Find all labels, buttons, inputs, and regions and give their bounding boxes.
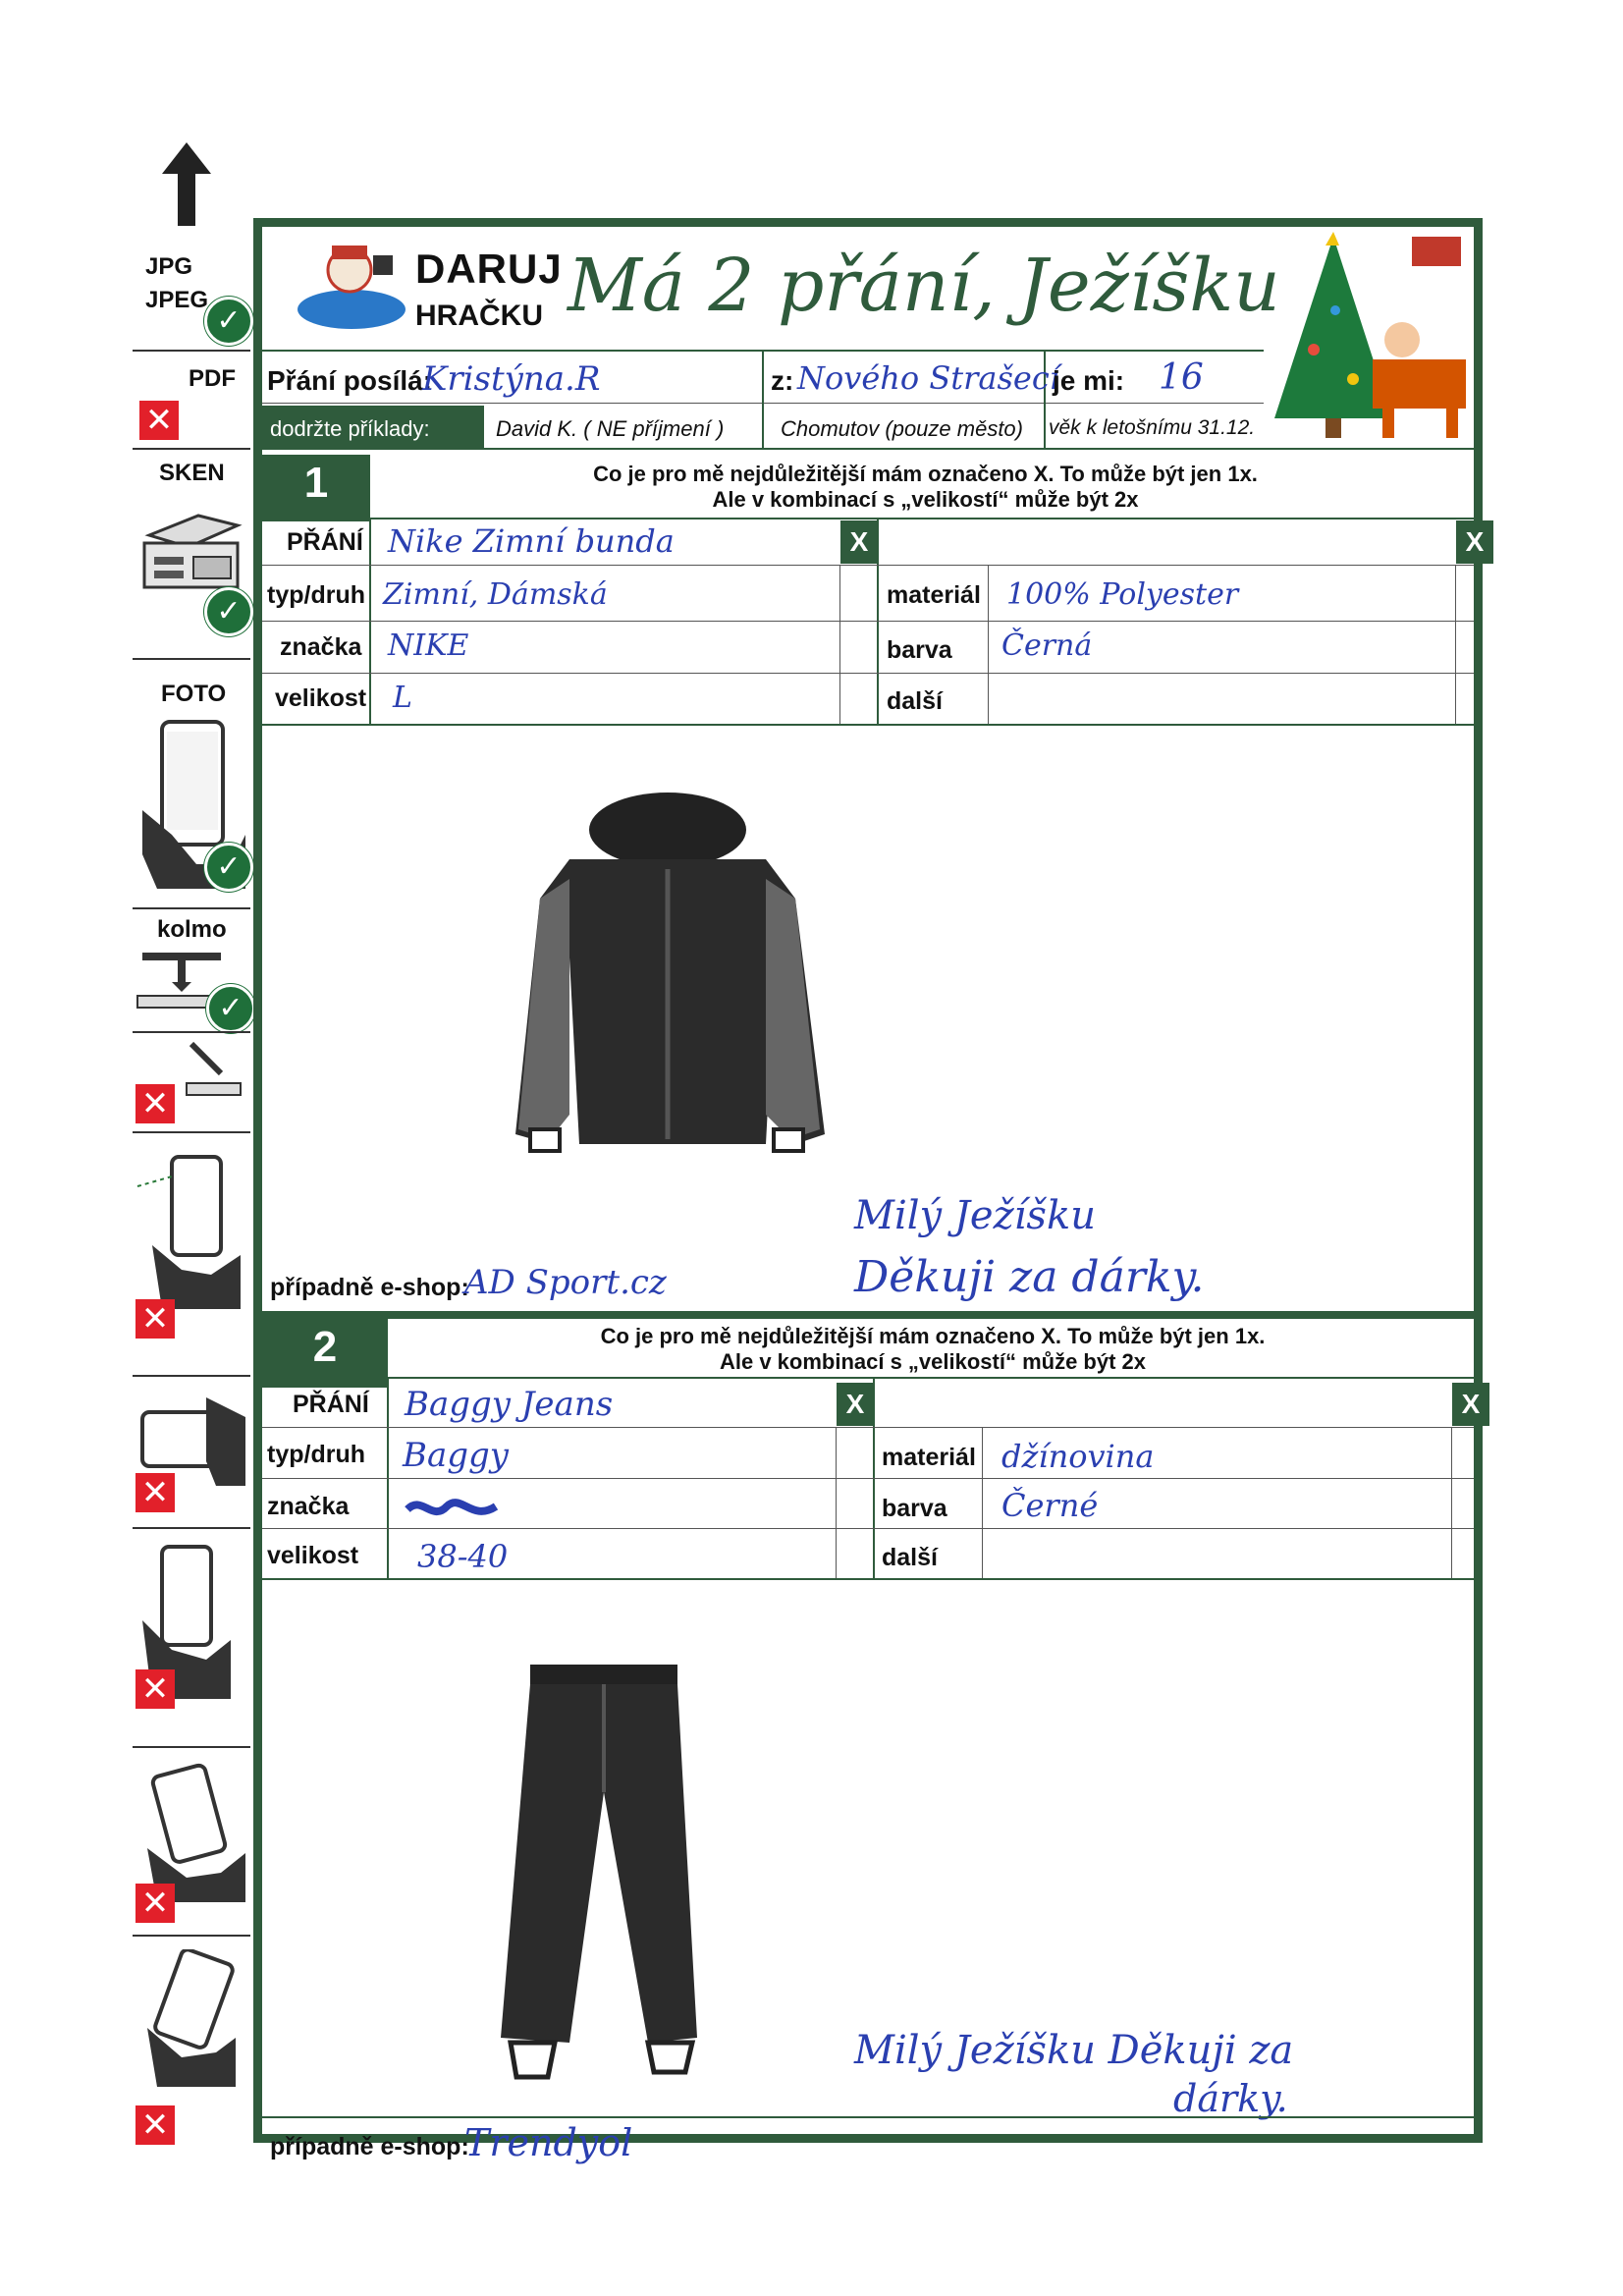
from-label: z: — [771, 365, 794, 396]
pdf-label: PDF — [189, 365, 236, 392]
wish1-dalsi-label: další — [887, 687, 943, 715]
daruj-hracku-logo — [293, 236, 410, 334]
cross-icon: ✕ — [135, 1884, 175, 1923]
age-value: 16 — [1159, 357, 1204, 398]
divider — [262, 1478, 1474, 1479]
wish2-message-line1: Milý Ježíšku Děkuji za — [854, 2028, 1294, 2073]
cross-icon: ✕ — [135, 2105, 175, 2145]
wish1-eshop-label: případně e-shop: — [270, 1274, 469, 1301]
divider — [762, 350, 764, 448]
divider — [133, 350, 250, 352]
divider — [262, 1578, 1474, 1580]
divider — [262, 1377, 1474, 1379]
divider — [262, 448, 1474, 450]
wish2-material-label: materiál — [882, 1444, 976, 1471]
wish1-message-line1: Milý Ježíšku — [854, 1193, 1096, 1238]
wish1-barva-label: barva — [887, 636, 952, 664]
logo-line1: DARUJ — [415, 246, 563, 292]
divider — [262, 2116, 1474, 2118]
divider — [133, 1131, 250, 1133]
wish1-znacka-label: značka — [280, 633, 362, 661]
sender-name: Kristýna.R — [422, 359, 601, 399]
wish1-barva-value: Černá — [1001, 629, 1093, 663]
divider — [133, 1527, 250, 1529]
tilted-phone-icon — [133, 1147, 245, 1309]
divider — [839, 565, 840, 724]
wish2-velikost-label: velikost — [267, 1542, 359, 1569]
wish1-typ-label: typ/druh — [267, 581, 365, 609]
divider — [262, 1427, 1474, 1428]
sken-label: SKEN — [159, 460, 225, 486]
wish2-znacka-scribble — [403, 1495, 501, 1524]
divider — [133, 907, 250, 909]
divider — [133, 658, 250, 660]
example-city: Chomutov (pouze město) — [781, 416, 1023, 441]
examples-label: dodržte příklady: — [270, 416, 430, 441]
priority-note-line2: Ale v kombinací s „velikostí“ může být 2x — [719, 1349, 1147, 1374]
cross-icon: ✕ — [135, 1084, 175, 1123]
wish2-material-value: džínovina — [1001, 1438, 1155, 1475]
page-title: Má 2 přání, Ježíšku — [568, 244, 1280, 328]
wish1-x-marker-right: X — [1456, 520, 1493, 564]
priority-note-line1: Co je pro mě nejdůležitější mám označeno X. To může být jen 1x. — [600, 1324, 1266, 1348]
divider — [133, 1935, 250, 1937]
wish2-prani-label: PŘÁNÍ — [293, 1391, 369, 1418]
wish2-eshop-value: Trendyol — [464, 2121, 633, 2164]
divider — [133, 1746, 250, 1748]
example-name: David K. ( NE příjmení ) — [496, 416, 725, 441]
wish1-priority-note — [378, 462, 1473, 513]
divider — [836, 1427, 837, 1578]
christmas-tree-illustration — [1274, 232, 1471, 448]
wish2-znacka-label: značka — [267, 1493, 350, 1520]
wish2-barva-label: barva — [882, 1495, 947, 1522]
wish2-priority-note — [393, 1324, 1473, 1375]
jpeg-label: JPEG — [145, 287, 209, 313]
divider — [1455, 565, 1456, 724]
divider — [262, 673, 1474, 674]
wish2-eshop-label: případně e-shop: — [270, 2133, 469, 2160]
arrow-up-icon — [162, 142, 211, 226]
kolmo-label: kolmo — [157, 916, 227, 943]
from-value: Nového Strašecí — [797, 359, 1059, 397]
divider — [988, 565, 989, 724]
divider — [133, 448, 250, 450]
cross-icon: ✕ — [135, 1473, 175, 1512]
wish1-prani-label: PŘÁNÍ — [287, 528, 363, 556]
check-icon: ✓ — [206, 984, 255, 1033]
check-icon: ✓ — [204, 297, 253, 346]
priority-note-line1: Co je pro mě nejdůležitější mám označeno X. To může být jen 1x. — [593, 462, 1258, 486]
jacket-drawing — [501, 791, 835, 1169]
wish2-number: 2 — [262, 1319, 388, 1378]
wish2-prani-value: Baggy Jeans — [405, 1385, 614, 1424]
age-label: je mi: — [1053, 365, 1125, 396]
wish2-message-line2: dárky. — [1173, 2077, 1288, 2120]
wish2-x-marker-right: X — [1452, 1383, 1489, 1426]
cross-icon: ✕ — [135, 1299, 175, 1339]
divider — [133, 1375, 250, 1377]
divider — [262, 1528, 1474, 1529]
cross-icon: ✕ — [139, 401, 179, 440]
wish2-typ-value: Baggy — [403, 1436, 509, 1475]
divider — [262, 724, 1474, 726]
logo-line2: HRAČKU — [415, 300, 543, 332]
wish2-barva-value: Černé — [1001, 1487, 1099, 1524]
example-age: věk k letošnímu 31.12. — [1049, 416, 1256, 439]
jpg-label: JPG — [145, 253, 193, 280]
wish2-typ-label: typ/druh — [267, 1441, 365, 1468]
phone-tilt-icon — [137, 1949, 245, 2097]
wish-separator — [262, 1311, 1474, 1319]
wish1-typ-value: Zimní, Dámská — [383, 577, 608, 612]
divider — [262, 565, 1474, 566]
wish1-message-line2: Děkuji za dárky. — [854, 1252, 1205, 1302]
wish2-x-marker: X — [837, 1383, 874, 1426]
wish1-x-marker: X — [840, 520, 878, 564]
priority-note-line2: Ale v kombinací s „velikostí“ může být 2x — [712, 487, 1139, 512]
divider — [133, 1031, 250, 1033]
wish1-prani-value: Nike Zimní bunda — [388, 522, 675, 560]
wish1-material-value: 100% Polyester — [1006, 577, 1239, 612]
wish1-number: 1 — [262, 455, 370, 514]
jeans-drawing — [481, 1665, 717, 2087]
divider — [262, 621, 1474, 622]
check-icon: ✓ — [204, 843, 253, 892]
divider — [1451, 1427, 1452, 1578]
foto-label: FOTO — [161, 681, 227, 707]
divider — [262, 518, 1474, 519]
check-icon: ✓ — [204, 587, 253, 636]
wish2-velikost-value: 38-40 — [417, 1538, 509, 1575]
wish1-velikost-label: velikost — [275, 684, 367, 712]
wish1-velikost-value: L — [393, 681, 412, 715]
cross-icon: ✕ — [135, 1669, 175, 1709]
sender-label: Přání posílá: — [267, 365, 433, 396]
divider — [982, 1427, 983, 1578]
wish1-eshop-value: AD Sport.cz — [464, 1263, 667, 1302]
angled-phone-icon — [177, 1039, 245, 1098]
wish2-dalsi-label: další — [882, 1544, 938, 1571]
wish2-number-band — [262, 1378, 388, 1388]
scanner-icon — [139, 496, 243, 599]
wish1-znacka-value: NIKE — [388, 629, 469, 663]
wish1-material-label: materiál — [887, 581, 981, 609]
